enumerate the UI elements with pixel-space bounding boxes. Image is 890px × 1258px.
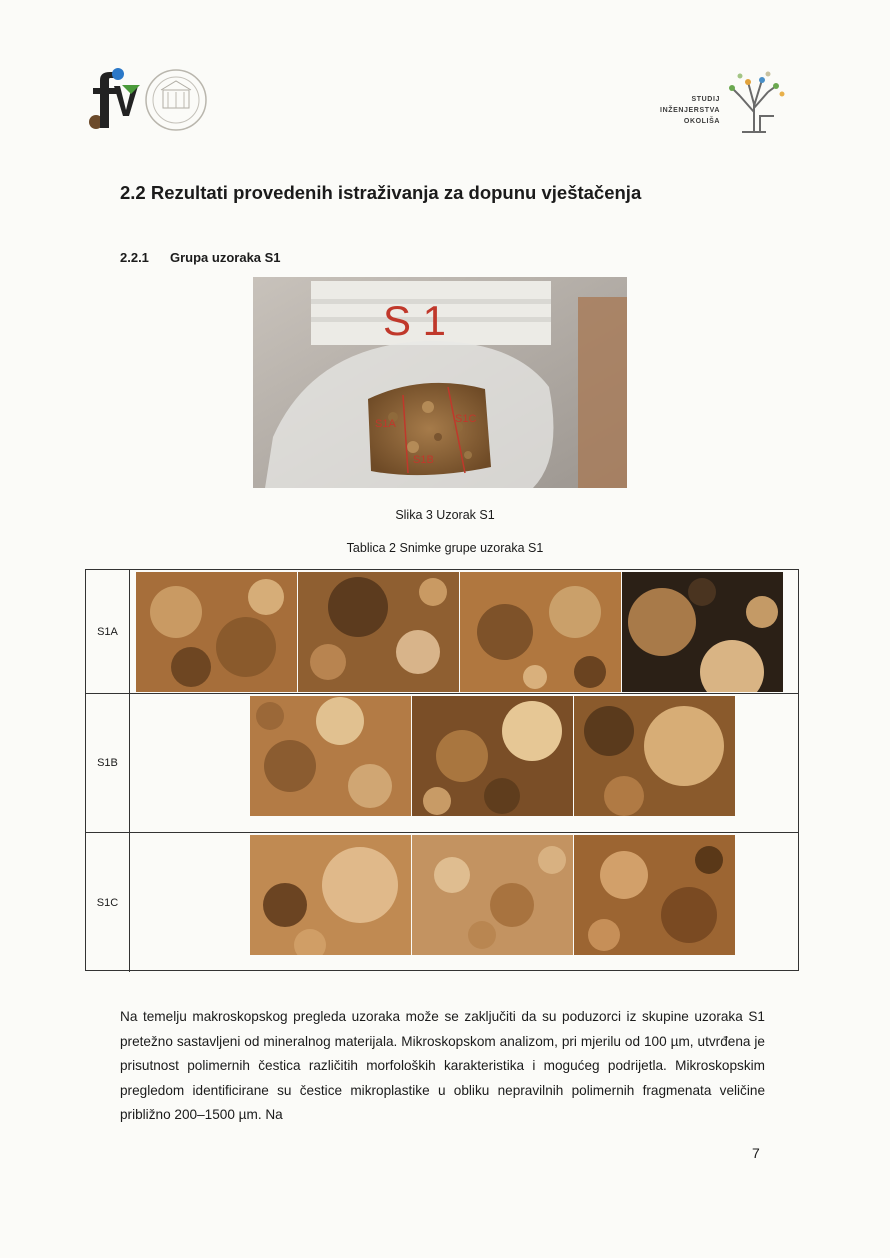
figure-caption: Slika 3 Uzorak S1 <box>395 508 495 522</box>
page-number: 7 <box>752 1145 760 1161</box>
table-row-s1b <box>86 694 798 833</box>
handwritten-label: S 1 <box>383 297 447 344</box>
sample-mark-s1a: S1A <box>375 418 396 430</box>
body-paragraph: Na temelju makroskopskog pregleda uzoraka može se zaključiti da su poduzorci iz skupine uzoraka S1 pretežno sastavljeni od mineralnog materijala. Mikroskopskom analizom, pri mjerilu od 100 µm, utvrđena je prisutnost polimernih čestica različitih morfoloških karakteristika i mogućeg podrijetla. Mikroskopskim pregledom identificirane su čestice mikroplastike u obliku nepravilnih polimernih fragmenata veličine približno 200–1500 µm. Na <box>120 1009 765 1122</box>
micrograph-s1a-1 <box>136 572 297 692</box>
environmental-engineering-logo <box>640 66 790 136</box>
section-heading: 2.2 Rezultati provedenih istraživanja za dopunu vještačenja <box>120 182 642 203</box>
row-label: S1A <box>86 570 130 693</box>
micrograph-s1a-2 <box>298 572 459 692</box>
sample-mark-s1c: S1C <box>455 413 477 425</box>
subsection-title: Grupa uzoraka S1 <box>170 250 281 265</box>
sample-image-table <box>85 569 799 971</box>
row-label: S1C <box>86 833 130 972</box>
sample-mark-s1b: S1B <box>413 454 434 466</box>
logo-text-line-2: INŽENJERSTVA <box>660 107 720 114</box>
logo-text-line-3: OKOLIŠA <box>683 118 720 125</box>
micrograph-s1b-2 <box>412 696 573 816</box>
table-row-s1a <box>86 570 798 694</box>
subsection-heading <box>120 250 281 265</box>
row-label: S1B <box>86 694 130 832</box>
micrograph-s1a-3 <box>460 572 621 692</box>
table-caption: Tablica 2 Snimke grupe uzoraka S1 <box>346 541 544 555</box>
micrograph-s1b-1 <box>250 696 411 816</box>
micrograph-s1c-2 <box>412 835 573 955</box>
logo-text-line-1: STUDIJ <box>691 96 720 103</box>
micrograph-s1c-3 <box>574 835 735 955</box>
micrograph-s1b-3 <box>574 696 735 816</box>
ftv-university-logo-icon <box>88 66 213 132</box>
table-row-s1c <box>86 833 798 972</box>
sample-photo <box>253 277 627 488</box>
micrograph-s1c-1 <box>250 835 411 955</box>
subsection-number: 2.2.1 <box>120 250 149 265</box>
tree-circuit-logo-icon <box>720 66 790 136</box>
micrograph-s1a-4 <box>622 572 783 692</box>
